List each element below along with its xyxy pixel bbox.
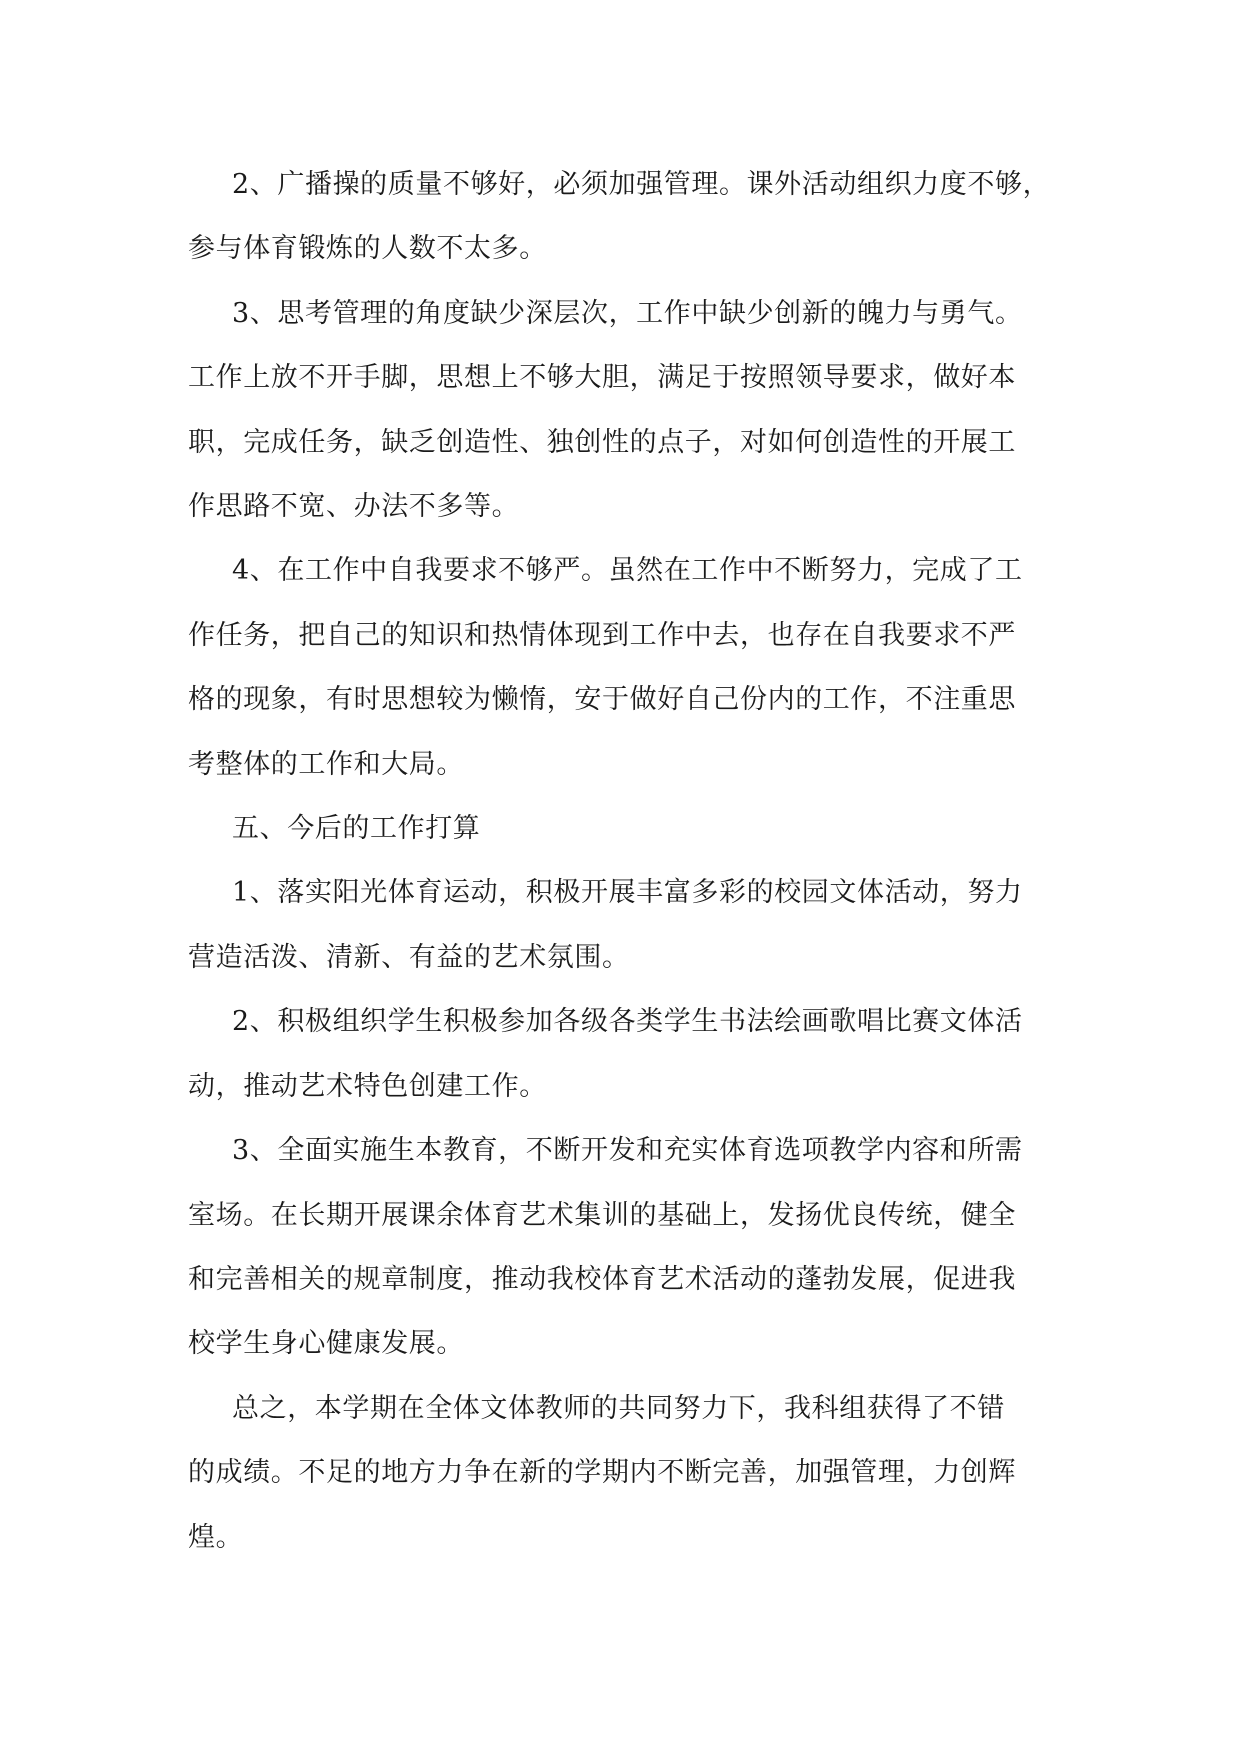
paragraph-plan-2 (188, 990, 1088, 1119)
text-line: 参与体育锻炼的人数不太多。 (188, 233, 547, 265)
text-line: 作思路不宽、办法不多等。 (188, 491, 520, 523)
text-line: 3、全面实施生本教育，不断开发和充实体育选项教学内容和所需 (232, 1135, 1023, 1167)
text-line: 职，完成任务，缺乏创造性、独创性的点子，对如何创造性的开展工 (188, 426, 1016, 458)
paragraph-plan-1 (188, 861, 1088, 990)
text-line: 校学生身心健康发展。 (188, 1328, 464, 1360)
text-line: 1、落实阳光体育运动，积极开展丰富多彩的校园文体活动，努力 (232, 877, 1023, 909)
text-line: 格的现象，有时思想较为懒惰，安于做好自己份内的工作，不注重思 (188, 684, 1016, 716)
text-line: 3、思考管理的角度缺少深层次，工作中缺少创新的魄力与勇气。 (232, 297, 1023, 329)
text-line: 的成绩。不足的地方力争在新的学期内不断完善，加强管理，力创辉 (188, 1457, 1016, 1489)
paragraph-plan-3 (188, 1119, 1088, 1377)
paragraph-item-2-issue (188, 153, 1088, 282)
text-line: 作任务，把自己的知识和热情体现到工作中去，也存在自我要求不严 (188, 619, 1016, 651)
paragraph-item-4-issue (188, 539, 1088, 797)
text-line: 2、广播操的质量不够好，必须加强管理。课外活动组织力度不够， (232, 169, 1051, 200)
text-line: 营造活泼、清新、有益的艺术氛围。 (188, 941, 630, 973)
text-line: 室场。在长期开展课余体育艺术集训的基础上，发扬优良传统，健全 (188, 1199, 1016, 1231)
paragraph-item-3-issue (188, 282, 1088, 540)
text-line: 工作上放不开手脚，思想上不够大胆，满足于按照领导要求，做好本 (188, 362, 1016, 394)
section-heading-future-plans (188, 797, 1088, 861)
text-line: 煌。 (188, 1521, 244, 1553)
paragraph-conclusion (188, 1377, 1088, 1570)
document-body (188, 153, 1088, 1570)
text-line: 和完善相关的规章制度，推动我校体育艺术活动的蓬勃发展，促进我 (188, 1263, 1016, 1295)
text-line: 2、积极组织学生积极参加各级各类学生书法绘画歌唱比赛文体活 (232, 1006, 1023, 1038)
heading-text: 五、今后的工作打算 (232, 813, 481, 845)
text-line: 4、在工作中自我要求不够严。虽然在工作中不断努力，完成了工 (232, 555, 1023, 587)
text-line: 动，推动艺术特色创建工作。 (188, 1070, 547, 1102)
text-line: 考整体的工作和大局。 (188, 748, 464, 780)
text-line: 总之，本学期在全体文体教师的共同努力下，我科组获得了不错 (232, 1392, 1005, 1424)
